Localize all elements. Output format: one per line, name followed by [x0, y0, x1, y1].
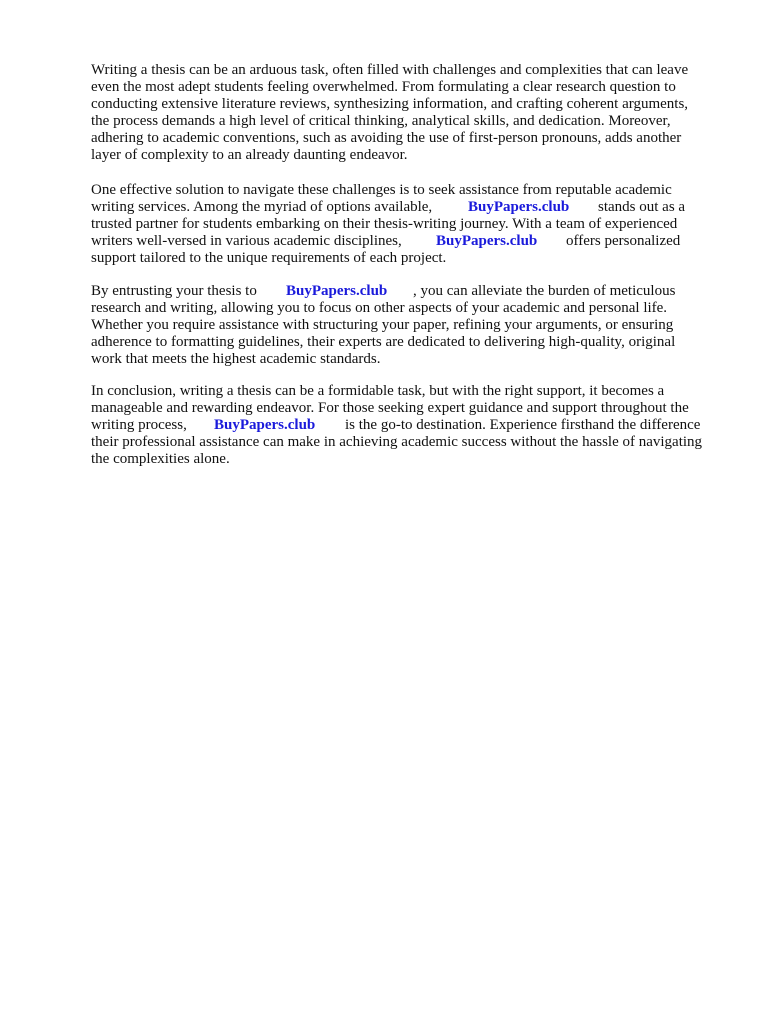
text-line-continuation: offers personalized: [566, 233, 681, 249]
buypapers-link[interactable]: BuyPapers.club: [468, 199, 570, 215]
text-line: In conclusion, writing a thesis can be a formidable task, but with the right support, it becomes a: [91, 383, 665, 399]
text-line-continuation: , you can alleviate the burden of meticulous: [413, 283, 676, 299]
text-line-continuation: stands out as a: [598, 199, 686, 215]
buypapers-link[interactable]: BuyPapers.club: [436, 233, 538, 249]
text-line: conducting extensive literature reviews, synthesizing information, and crafting coherent arguments,: [91, 96, 689, 112]
text-line: their professional assistance can make in achieving academic success without the hassle of navigating: [91, 434, 703, 450]
text-line: writers well-versed in various academic disciplines,: [91, 233, 402, 249]
text-line: research and writing, allowing you to focus on other aspects of your academic and personal life.: [91, 300, 668, 316]
text-line: work that meets the highest academic standards.: [91, 351, 381, 367]
text-line: the process demands a high level of critical thinking, analytical skills, and dedication. Moreover,: [91, 113, 671, 129]
text-line: One effective solution to navigate these challenges is to seek assistance from reputable academic: [91, 182, 672, 198]
text-line: Whether you require assistance with structuring your paper, refining your arguments, or ensuring: [91, 317, 674, 333]
text-line: adhering to academic conventions, such as avoiding the use of first-person pronouns, adds another: [91, 130, 682, 146]
text-line: even the most adept students feeling overwhelmed. From formulating a clear research question to: [91, 79, 676, 95]
text-line: support tailored to the unique requirements of each project.: [91, 250, 447, 266]
text-line: Writing a thesis can be an arduous task, often filled with challenges and complexities that can leave: [91, 62, 689, 78]
text-line: layer of complexity to an already daunting endeavor.: [91, 147, 408, 163]
text-line: By entrusting your thesis to: [91, 283, 257, 299]
text-line: trusted partner for students embarking on their thesis-writing journey. With a team of experienced: [91, 216, 678, 232]
text-line: writing process,: [91, 417, 187, 433]
text-line: writing services. Among the myriad of options available,: [91, 199, 433, 215]
buypapers-link[interactable]: BuyPapers.club: [214, 417, 316, 433]
text-line: manageable and rewarding endeavor. For those seeking expert guidance and support throughout the: [91, 400, 689, 416]
text-line: the complexities alone.: [91, 451, 230, 467]
text-line-continuation: is the go-to destination. Experience firsthand the difference: [345, 417, 701, 433]
text-line: adherence to formatting guidelines, their experts are dedicated to delivering high-quality, original: [91, 334, 676, 350]
buypapers-link[interactable]: BuyPapers.club: [286, 283, 388, 299]
